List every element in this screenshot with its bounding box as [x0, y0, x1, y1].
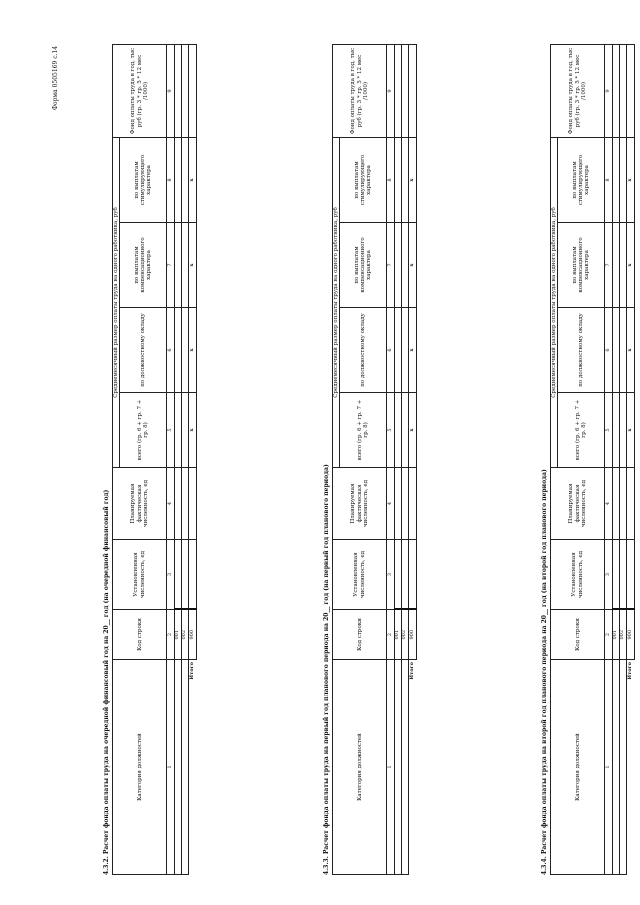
column-number: 6: [387, 308, 395, 393]
input-cell[interactable]: [402, 393, 409, 468]
x-mark: x: [627, 137, 635, 222]
total-row: [189, 44, 197, 874]
column-number: 3: [605, 540, 613, 610]
total-input-cell[interactable]: [409, 44, 417, 137]
total-code: 900: [409, 610, 417, 660]
x-mark: x: [409, 137, 417, 222]
hdr-incentive: по выплатам стимулирующего характера: [120, 137, 167, 222]
input-cell[interactable]: [613, 468, 620, 540]
column-number: 2: [387, 610, 395, 660]
column-number: 4: [167, 468, 175, 540]
total-row: [409, 44, 417, 874]
input-cell[interactable]: [175, 223, 182, 308]
total-code: 900: [189, 610, 197, 660]
column-number: 1: [387, 660, 395, 875]
input-cell[interactable]: [620, 393, 627, 468]
column-number-row: [167, 44, 175, 874]
column-number: 3: [167, 540, 175, 610]
input-cell[interactable]: [402, 468, 409, 540]
section-title: 4.3.3. Расчет фонда оплаты труда на первый год планового периода на 20__ год (на первый год планового периода): [323, 464, 330, 875]
input-cell[interactable]: [175, 540, 182, 610]
input-cell[interactable]: [402, 540, 409, 610]
input-cell[interactable]: [175, 44, 182, 137]
column-number: 1: [167, 660, 175, 875]
hdr-category: Категория должностей: [333, 660, 387, 875]
hdr-incentive: по выплатам стимулирующего характера: [558, 137, 605, 222]
hdr-fund: Фонд оплаты труда в год, тыс руб (гр. 3 * гр. 5 * 12 мес /1000): [551, 44, 605, 137]
section-title: 4.3.2. Расчет фонда оплаты труда на очередной финансовый год на 20__ год (на очередной финансовый год): [103, 489, 110, 875]
x-mark: x: [627, 308, 635, 393]
hdr-official-salary: по должностному окладу: [120, 308, 167, 393]
calc-section-3: [322, 45, 417, 875]
input-cell[interactable]: [395, 137, 402, 222]
input-cell[interactable]: [182, 223, 189, 308]
hdr-established: Установленная численность, ед: [333, 540, 387, 610]
input-cell[interactable]: [620, 540, 627, 610]
header-row-1: [113, 44, 120, 874]
input-cell[interactable]: [402, 44, 409, 137]
input-cell[interactable]: [182, 44, 189, 137]
total-input-cell[interactable]: [189, 44, 197, 137]
hdr-avg-salary-group: Среднемесячный размер оплаты труда на одного работника, руб: [551, 137, 558, 467]
column-number: 5: [167, 393, 175, 468]
column-number: 4: [387, 468, 395, 540]
column-number: 1: [605, 660, 613, 875]
x-mark: x: [409, 393, 417, 468]
input-cell[interactable]: [620, 468, 627, 540]
total-input-cell[interactable]: [627, 468, 635, 540]
hdr-avg-salary-group: Среднемесячный размер оплаты труда на одного работника, руб: [333, 137, 340, 467]
x-mark: x: [189, 137, 197, 222]
table-row: [395, 44, 402, 874]
hdr-avg-actual: Планируемая фактическая численность, ед: [333, 468, 387, 540]
input-cell[interactable]: [182, 308, 189, 393]
input-cell[interactable]: [395, 468, 402, 540]
table-row: [620, 44, 627, 874]
hdr-avg-actual: Планируемая фактическая численность, ед: [113, 468, 167, 540]
input-cell[interactable]: [175, 393, 182, 468]
input-cell[interactable]: [175, 308, 182, 393]
hdr-total: всего (гр. 6 + гр. 7 + гр. 8): [558, 393, 605, 468]
column-number: 7: [167, 223, 175, 308]
form-code: Форма 0505169 с.14: [52, 45, 59, 110]
column-number: 7: [387, 223, 395, 308]
calc-section-4: [540, 45, 635, 875]
hdr-total: всего (гр. 6 + гр. 7 + гр. 8): [120, 393, 167, 468]
input-cell[interactable]: [395, 44, 402, 137]
column-number: 8: [605, 137, 613, 222]
hdr-row-code: Код строки: [333, 610, 387, 660]
input-cell[interactable]: [395, 223, 402, 308]
input-cell[interactable]: [182, 540, 189, 610]
input-cell[interactable]: [613, 540, 620, 610]
hdr-category: Категория должностей: [113, 660, 167, 875]
input-cell[interactable]: [613, 393, 620, 468]
header-row-1: [333, 44, 340, 874]
total-label: Итого: [627, 662, 634, 680]
x-mark: x: [189, 393, 197, 468]
input-cell[interactable]: [402, 308, 409, 393]
row-code-cell: 001: [175, 610, 182, 660]
table-row: [613, 44, 620, 874]
total-input-cell[interactable]: [189, 468, 197, 540]
input-cell[interactable]: [613, 223, 620, 308]
hdr-row-code: Код строки: [551, 610, 605, 660]
total-input-cell[interactable]: [409, 540, 417, 610]
x-mark: x: [189, 308, 197, 393]
calc-table: [550, 44, 635, 875]
hdr-compensation: по выплатам компенсационного характера: [340, 223, 387, 308]
column-number: 5: [387, 393, 395, 468]
hdr-official-salary: по должностному окладу: [340, 308, 387, 393]
x-mark: x: [189, 223, 197, 308]
input-cell[interactable]: [402, 223, 409, 308]
hdr-compensation: по выплатам компенсационного характера: [120, 223, 167, 308]
input-cell[interactable]: [402, 137, 409, 222]
input-cell[interactable]: [182, 468, 189, 540]
input-cell[interactable]: [613, 137, 620, 222]
column-number: 5: [605, 393, 613, 468]
row-code-cell: 002: [402, 610, 409, 660]
column-number: 8: [387, 137, 395, 222]
total-code: 900: [627, 610, 635, 660]
column-number: 9: [605, 44, 613, 137]
table-row: [402, 44, 409, 874]
input-cell[interactable]: [620, 308, 627, 393]
column-number: 6: [167, 308, 175, 393]
input-cell[interactable]: [620, 660, 627, 875]
input-cell[interactable]: [182, 137, 189, 222]
section-title: 4.3.4. Расчет фонда оплаты труда на второй год планового периода на 20__ год (на второй год планового периода): [541, 469, 548, 875]
x-mark: x: [627, 223, 635, 308]
x-mark: x: [409, 308, 417, 393]
hdr-avg-salary-group: Среднемесячный размер оплаты труда на одного работника, руб: [113, 137, 120, 467]
table-row: [182, 44, 189, 874]
calc-table: [112, 44, 197, 875]
column-number: 3: [387, 540, 395, 610]
total-row: [627, 44, 635, 874]
input-cell[interactable]: [395, 540, 402, 610]
input-cell[interactable]: [175, 137, 182, 222]
hdr-category: Категория должностей: [551, 660, 605, 875]
input-cell[interactable]: [613, 660, 620, 875]
hdr-fund: Фонд оплаты труда в год, тыс руб (гр. 3 * гр. 5 * 12 мес /1000): [113, 44, 167, 137]
row-code-cell: 002: [620, 610, 627, 660]
input-cell[interactable]: [395, 660, 402, 875]
calc-section-2: [102, 45, 197, 875]
total-label: Итого: [189, 662, 196, 680]
total-input-cell[interactable]: [627, 44, 635, 137]
hdr-compensation: по выплатам компенсационного характера: [558, 223, 605, 308]
column-number: 4: [605, 468, 613, 540]
column-number: 2: [167, 610, 175, 660]
input-cell[interactable]: [613, 308, 620, 393]
row-code-cell: 002: [182, 610, 189, 660]
total-label: Итого: [409, 662, 416, 680]
hdr-total: всего (гр. 6 + гр. 7 + гр. 8): [340, 393, 387, 468]
input-cell[interactable]: [175, 660, 182, 875]
input-cell[interactable]: [395, 393, 402, 468]
total-input-cell[interactable]: [409, 468, 417, 540]
input-cell[interactable]: [395, 308, 402, 393]
total-input-cell[interactable]: [189, 540, 197, 610]
hdr-established: Установленная численность, ед: [113, 540, 167, 610]
hdr-avg-actual: Планируемая фактическая численность, ед: [551, 468, 605, 540]
x-mark: x: [409, 223, 417, 308]
column-number: 6: [605, 308, 613, 393]
input-cell[interactable]: [620, 223, 627, 308]
total-input-cell[interactable]: [627, 540, 635, 610]
hdr-official-salary: по должностному окладу: [558, 308, 605, 393]
column-number-row: [605, 44, 613, 874]
input-cell[interactable]: [620, 137, 627, 222]
header-row-1: [551, 44, 558, 874]
row-code-cell: 001: [613, 610, 620, 660]
input-cell[interactable]: [182, 393, 189, 468]
input-cell[interactable]: [613, 44, 620, 137]
column-number: 8: [167, 137, 175, 222]
hdr-incentive: по выплатам стимулирующего характера: [340, 137, 387, 222]
row-code-cell: 001: [395, 610, 402, 660]
table-row: [175, 44, 182, 874]
calc-table: [332, 44, 417, 875]
hdr-established: Установленная численность, ед: [551, 540, 605, 610]
input-cell[interactable]: [402, 660, 409, 875]
column-number: 9: [387, 44, 395, 137]
hdr-fund: Фонд оплаты труда в год, тыс руб (гр. 3 * гр. 5 * 12 мес /1000): [333, 44, 387, 137]
column-number: 2: [605, 610, 613, 660]
input-cell[interactable]: [175, 468, 182, 540]
hdr-row-code: Код строки: [113, 610, 167, 660]
x-mark: x: [627, 393, 635, 468]
column-number-row: [387, 44, 395, 874]
input-cell[interactable]: [620, 44, 627, 137]
input-cell[interactable]: [182, 660, 189, 875]
column-number: 7: [605, 223, 613, 308]
column-number: 9: [167, 44, 175, 137]
